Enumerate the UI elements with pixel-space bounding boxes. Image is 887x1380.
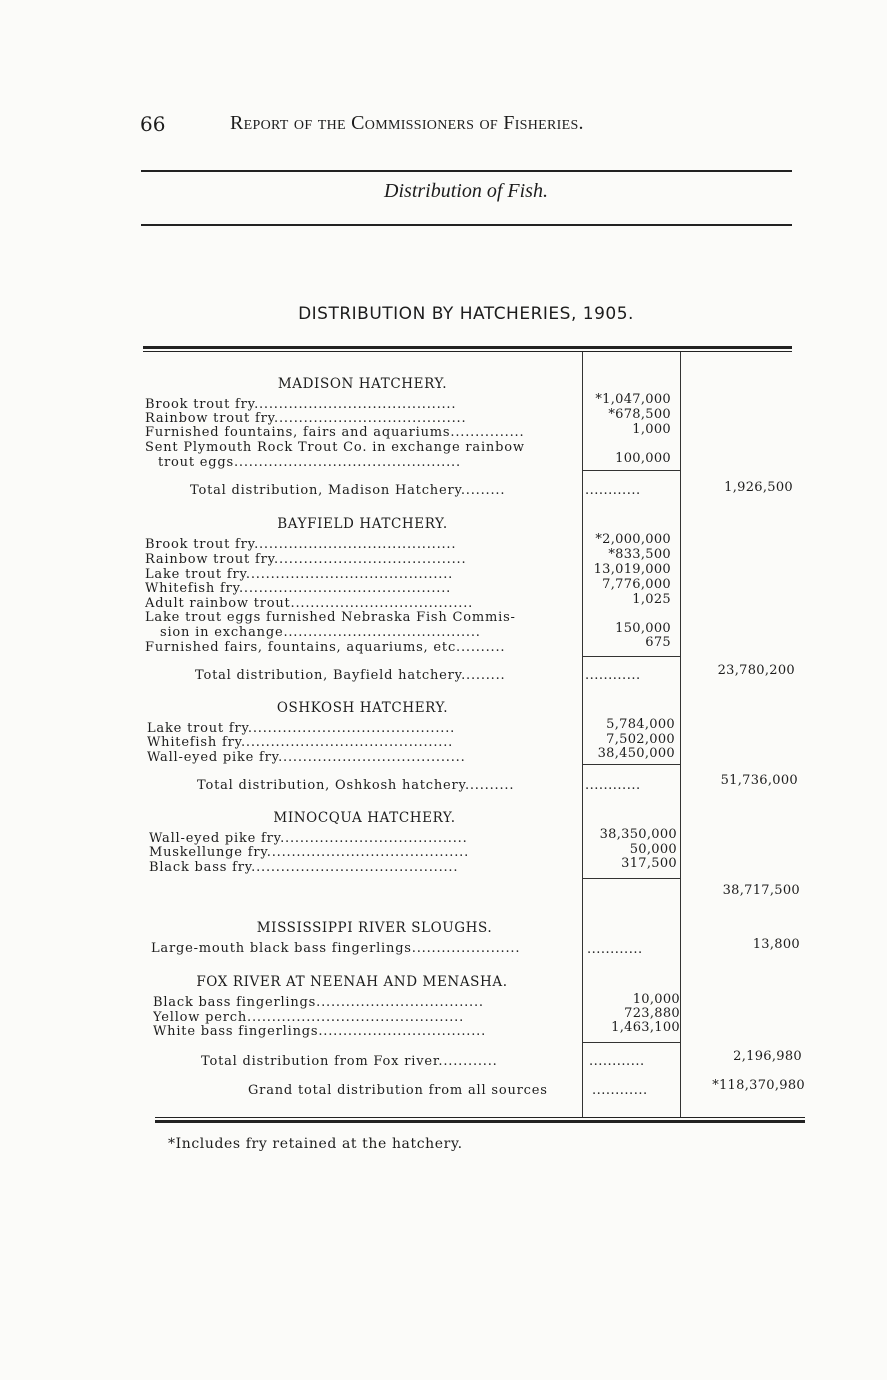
dots: ............ [587,942,643,957]
running-title: Report of the Commissioners of Fisheries. [230,112,584,134]
section-heading-oshkosh: OSHKOSH HATCHERY. [276,700,449,716]
total-oshkosh: 51,736,000 [720,773,798,788]
row-value: 38,450,000 [597,746,675,761]
row-value: *1,047,000 [595,392,671,407]
row-value: 38,350,000 [599,827,677,842]
total-mississippi: 13,800 [752,937,800,952]
subtotal-rule [582,470,680,471]
page-number: 66 [140,112,166,136]
footnote: *Includes fry retained at the hatchery. [168,1136,463,1152]
table-row: Wall-eyed pike fry...................................... [149,832,468,846]
table-row: Lake trout eggs furnished Nebraska Fish Commis- [145,611,516,625]
table-row: Furnished fountains, fairs and aquariums............... [145,426,525,440]
table-top-rule [143,346,792,349]
table-row: Wall-eyed pike fry...................................... [147,751,466,765]
row-value: *833,500 [608,547,671,562]
table-row: Lake trout fry.......................................... [145,568,454,582]
total-madison: 1,926,500 [724,480,793,495]
table-bottom-rule [155,1120,805,1123]
total-label-oshkosh: Total distribution, Oshkosh hatchery.......... [197,778,515,793]
dots: ............ [585,668,641,683]
table-row: sion in exchange........................................ [160,626,481,640]
table-top-rule-thin [143,351,792,352]
table-row: Rainbow trout fry....................................... [145,412,467,426]
dots: ............ [585,778,641,793]
row-value: 1,000 [632,422,671,437]
table-row: Black bass fry.......................................... [149,861,459,875]
total-label-madison: Total distribution, Madison Hatchery......... [190,483,506,498]
section-heading-madison: MADISON HATCHERY. [277,376,448,392]
grand-total-label: Grand total distribution from all sources [248,1083,548,1098]
subtotal-rule [582,1042,680,1043]
table-row: trout eggs.............................................. [158,456,461,470]
row-value: 5,784,000 [606,717,675,732]
dots: ............ [589,1054,645,1069]
dots: ............ [592,1083,648,1098]
section-heading-minocqua: MINOCQUA HATCHERY. [273,810,456,826]
subtotal-rule [582,764,680,765]
row-value: *2,000,000 [595,532,671,547]
table-row: Sent Plymouth Rock Trout Co. in exchange rainbow [145,441,525,455]
row-value: 100,000 [615,451,671,466]
total-bayfield: 23,780,200 [717,663,795,678]
row-value: 13,019,000 [593,562,671,577]
row-value: 7,776,000 [602,577,671,592]
row-value: 1,025 [632,592,671,607]
table-row: Yellow perch............................................ [153,1011,465,1025]
subtotal-rule [582,878,680,879]
table-row: Whitefish fry........................................... [147,736,454,750]
total-label-fox: Total distribution from Fox river............ [201,1054,498,1069]
table-bottom-rule-thin [155,1117,805,1118]
section-heading-mississippi: MISSISSIPPI RIVER SLOUGHS. [256,920,493,936]
row-value: 50,000 [629,842,677,857]
table-row: Large-mouth black bass fingerlings...................... [151,942,521,956]
subtotal-rule [582,656,680,657]
row-value: 1,463,100 [611,1020,680,1035]
table-row: Lake trout fry.......................................... [147,722,456,736]
table-row: Brook trout fry......................................... [145,538,457,552]
row-value: 317,500 [621,856,677,871]
grand-total: *118,370,980 [712,1078,805,1093]
row-value: *678,500 [608,407,671,422]
total-minocqua: 38,717,500 [722,883,800,898]
row-value: 675 [645,635,671,650]
total-fox: 2,196,980 [733,1049,802,1064]
table-row: Adult rainbow trout..................................... [145,597,474,611]
table-row: Muskellunge fry......................................... [149,846,470,860]
section-heading-fox: FOX RIVER AT NEENAH AND MENASHA. [196,974,508,990]
table-row: Rainbow trout fry....................................... [145,553,467,567]
row-value: 7,502,000 [606,732,675,747]
column-divider-2 [680,352,681,1117]
section-heading-bayfield: BAYFIELD HATCHERY. [277,516,448,532]
dots: ............ [585,483,641,498]
table-row: White bass fingerlings.................................. [153,1025,487,1039]
top-rule-2 [141,224,792,226]
top-rule-1 [141,170,792,172]
row-value: 150,000 [615,621,671,636]
table-row: Furnished fairs, fountains, aquariums, etc.......... [145,641,506,655]
row-value: 10,000 [632,992,680,1007]
row-value: 723,880 [624,1006,680,1021]
table-row: Brook trout fry......................................... [145,398,457,412]
subtitle: Distribution of Fish. [384,180,548,202]
table-row: Whitefish fry........................................... [145,582,452,596]
table-title: DISTRIBUTION BY HATCHERIES, 1905. [298,304,634,324]
total-label-bayfield: Total distribution, Bayfield hatchery......... [195,668,506,683]
table-row: Black bass fingerlings.................................. [153,996,484,1010]
